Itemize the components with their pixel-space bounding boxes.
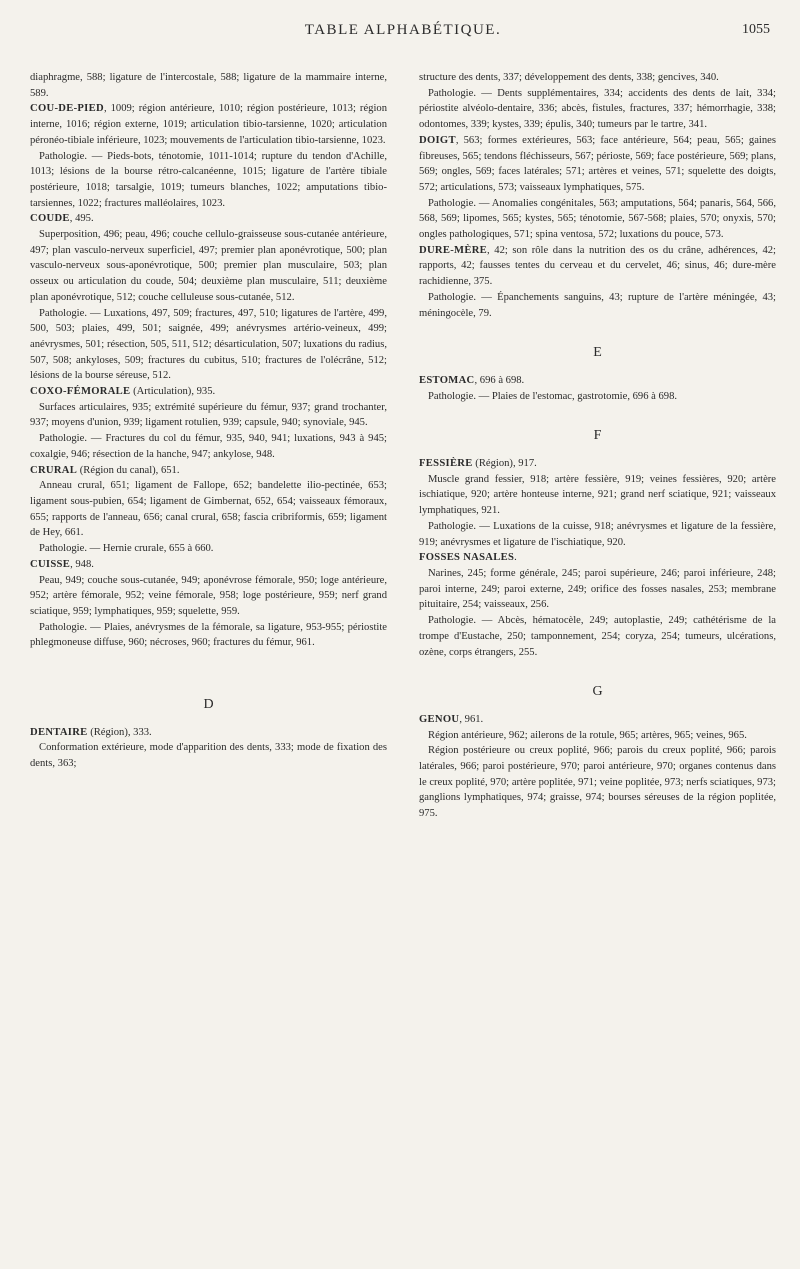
index-entry-genou [419, 712, 776, 728]
index-entry-coude [30, 211, 387, 227]
index-entry-coxo-femorale [30, 384, 387, 400]
index-entry-fosses-nasales [419, 550, 776, 566]
continued-entry-text: structure des dents, 337; développement des dents, 338; gencives, 340. [419, 72, 719, 83]
entry-text: (Région), 917. [472, 458, 537, 470]
index-entry-cou-de-pied [30, 101, 387, 148]
running-title: TABLE ALPHABÉTIQUE. [304, 22, 502, 38]
two-column-body [30, 70, 776, 822]
pathology-paragraph: Pathologie. — Luxations de la cuisse, 918; anévrysmes et ligature de la fessière, 919; anévrysmes et ligature de l'ischiatique, 920. [419, 520, 776, 548]
pathology-paragraph: Pathologie. — Dents supplémentaires, 334; accidents des dents de lait, 334; périostite alvéolo-dentaire, 336; abcès, fistules, fractures, 337; hémorrhagie, 338; odontomes, 339; kystes, 339; épulis, 340; tumeurs par le tartre, 341. [419, 87, 776, 131]
entry-heading: DENTAIRE [30, 726, 88, 738]
section-letter-e: E [593, 345, 602, 361]
entry-paragraph: Anneau crural, 651; ligament de Fallope, 652; bandelette ilio-pectinée, 653; ligament sous-pubien, 654; ligament de Gimbernat, 652, 654; vaisseaux fémoraux, 655; rapports de l'anneau, 656; canal crural, 658; fascia cribriformis, 659; ligament de Hey, 661. [30, 480, 387, 539]
entry-heading: COU-DE-PIED [30, 103, 104, 115]
section-letter-g: G [592, 684, 603, 700]
entry-text: (Région), 333. [87, 726, 152, 738]
entry-text: , 948. [70, 558, 94, 570]
entry-text: , 696 à 698. [474, 374, 525, 386]
section-gap [30, 651, 387, 673]
entry-paragraph: Muscle grand fessier, 918; artère fessière, 919; veines fessières, 920; artère ischiatique, 920; artère honteuse interne, 921; grand nerf sciatique, 921; vaisseaux lymphatiques, 921. [419, 473, 776, 517]
entry-paragraph: Surfaces articulaires, 935; extrémité supérieure du fémur, 937; grand trochanter, 937; moyens d'union, 939; ligament rotulien, 939; capsule, 940; synoviale, 945. [30, 401, 387, 429]
entry-heading: FESSIÈRE [419, 458, 473, 470]
entry-heading: COUDE [30, 213, 70, 225]
pathology-paragraph: Pathologie. — Fractures du col du fémur, 935, 940, 941; luxations, 943 à 945; coxalgie, 946; résection de la hanche, 947; ankylose, 948. [30, 433, 387, 460]
entry-text: , 961. [459, 713, 484, 725]
entry-text: , 495. [69, 213, 94, 225]
entry-paragraph: Narines, 245; forme générale, 245; paroi supérieure, 246; paroi inférieure, 248; paroi interne, 249; paroi externe, 249; orifice des fosses nasales, 253; membrane pituitaire, 254; vaisseaux, 256. [419, 567, 776, 611]
entry-heading: ESTOMAC [419, 374, 475, 386]
entry-heading: FOSSES NASALES [419, 552, 515, 564]
index-entry-crural [30, 463, 387, 479]
pathology-paragraph: Pathologie. — Luxations, 497, 509; fractures, 497, 510; ligatures de l'artère, 499, 500, 503; plaies, 499, 501; saignée, 499; anévrysmes artério-veineux, 499; anévrysmes, 501; résection, 505, 511, 512; désarticulation, 507; luxations du radius, 507, 508; ankyloses, 509; fractures du cubitus, 510; fractures de l'olécrâne, 512; lésions de la bourse séreuse, 512. [30, 307, 387, 382]
entry-heading: GENOU [419, 713, 460, 725]
pathology-paragraph: Pathologie. — Plaies de l'estomac, gastrotomie, 696 à 698. [428, 390, 678, 402]
entry-heading: CUISSE [30, 558, 71, 570]
pathology-paragraph: Pathologie. — Pieds-bots, ténotomie, 1011-1014; rupture du tendon d'Achille, 1013; lésions de la bourse rétro-calcanéenne, 1015; ligature de l'artère tibiale postérieure, 1018; tarsalgie, 1019; tumeurs blanches, 1022; amputations tibio-tarsiennes, 1022; fractures malléolaires, 1023. [30, 150, 387, 209]
page-number: 1055 [742, 22, 770, 37]
pathology-paragraph: Pathologie. — Épanchements sanguins, 43; rupture de l'artère méningée, 43; méningocèle, 79. [419, 291, 776, 319]
pathology-paragraph: Pathologie. — Plaies, anévrysmes de la fémorale, sa ligature, 953-955; périostite phlegmoneuse diffuse, 960; nécroses, 960; fractures du fémur, 961. [30, 621, 387, 649]
pathology-paragraph: Pathologie. — Hernie crurale, 655 à 660. [39, 543, 214, 555]
section-letter-f: F [593, 428, 602, 444]
entry-heading: COXO-FÉMORALE [30, 386, 131, 398]
entry-heading: DOIGT [419, 134, 456, 146]
index-entry-dentaire [30, 725, 387, 741]
left-column [30, 70, 387, 822]
entry-text: , 42; son rôle dans la nutrition des os du crâne, adhérences, 42; rapports, 42; fausses tentes du cerveau et du cervelet, 46; sinus, 46; dure-mère rachidienne, 375. [419, 244, 776, 288]
entry-text: , 563; formes extérieures, 563; face antérieure, 564; peau, 565; gaines fibreuses, 565; tendons fléchisseurs, 567; périoste, 569; face postérieure, 569; plans, 569; ongles, 569; faces latérales; 571; artères et veines, 571; squelette des doigts, 572; articulations, 573; vaisseaux lymphatiques, 575. [419, 134, 776, 193]
entry-text: (Articulation), 935. [130, 386, 216, 398]
section-letter-d: D [203, 697, 214, 713]
continued-entry-text: diaphragme, 588; ligature de l'intercostale, 588; ligature de la mammaire interne, 589. [30, 72, 387, 99]
entry-paragraph: Région antérieure, 962; ailerons de la rotule, 965; artères, 965; veines, 965. [428, 729, 747, 741]
pathology-paragraph: Pathologie. — Anomalies congénitales, 563; amputations, 564; panaris, 564, 566, 568, 569; lipomes, 565; kystes, 565; ténotomie, 567-568; plaies, 570; onyxis, 570; ongles pathologiques, 571; spina ventosa, 572; luxations du pouce, 573. [419, 197, 776, 241]
index-entry-dure-mere [419, 243, 776, 290]
index-entry-fessiere [419, 456, 776, 472]
entry-paragraph: Région postérieure ou creux poplité, 966; parois du creux poplité, 966; parois latérales, 966; paroi postérieure, 970; paroi antérieure, 970; organes contenus dans le creux poplité, 970; artère poplitée, 971; veine poplitée, 973; nerfs sciatiques, 973; ganglions lymphatiques, 974; graisse, 974; bourses séreuses de la région poplitée, 975. [419, 745, 776, 820]
entry-paragraph: Superposition, 496; peau, 496; couche cellulo-graisseuse sous-cutanée antérieure, 497; plan vasculo-nerveux superficiel, 497; premier plan aponévrotique, 500; plan vasculo-nerveux sous-aponévrotique, 500; premier plan musculaire, 503; plan osseux ou articulation du coude, 504; deuxième plan musculaire, 511; deuxième plan aponévrotique, 512; couche celluleuse sous-cutanée, 512. [30, 229, 387, 303]
index-entry-doigt [419, 133, 776, 196]
entry-text: . [514, 552, 517, 564]
running-head [30, 10, 776, 44]
pathology-paragraph: Pathologie. — Abcès, hématocèle, 249; autoplastie, 249; cathétérisme de la trompe d'Eustache, 250; tamponnement, 254; coryza, 254; tumeurs, ulcérations, ozène, corps étrangers, 255. [419, 615, 776, 658]
right-column [419, 70, 776, 822]
index-entry-cuisse [30, 557, 387, 573]
entry-text: (Région du canal), 651. [77, 464, 180, 476]
entry-heading: DURE-MÈRE [419, 244, 488, 256]
index-entry-estomac [419, 373, 776, 389]
entry-heading: CRURAL [30, 464, 78, 476]
entry-paragraph: Peau, 949; couche sous-cutanée, 949; aponévrose fémorale, 950; loge antérieure, 952; artère fémorale, 952; veine fémorale, 958; loge postérieure, 959; nerf grand sciatique, 959; lymphatiques, 959; squelette, 959. [30, 574, 387, 617]
entry-paragraph: Conformation extérieure, mode d'apparition des dents, 333; mode de fixation des dents, 363; [30, 742, 387, 770]
entry-text: , 1009; région antérieure, 1010; région postérieure, 1013; région interne, 1016; région externe, 1019; articulation tibio-tarsienne, 1020; articulation péronéo-tibiale inférieure, 1023; mouvements de l'articulation tibio-tarsienne, 1023. [30, 103, 387, 146]
